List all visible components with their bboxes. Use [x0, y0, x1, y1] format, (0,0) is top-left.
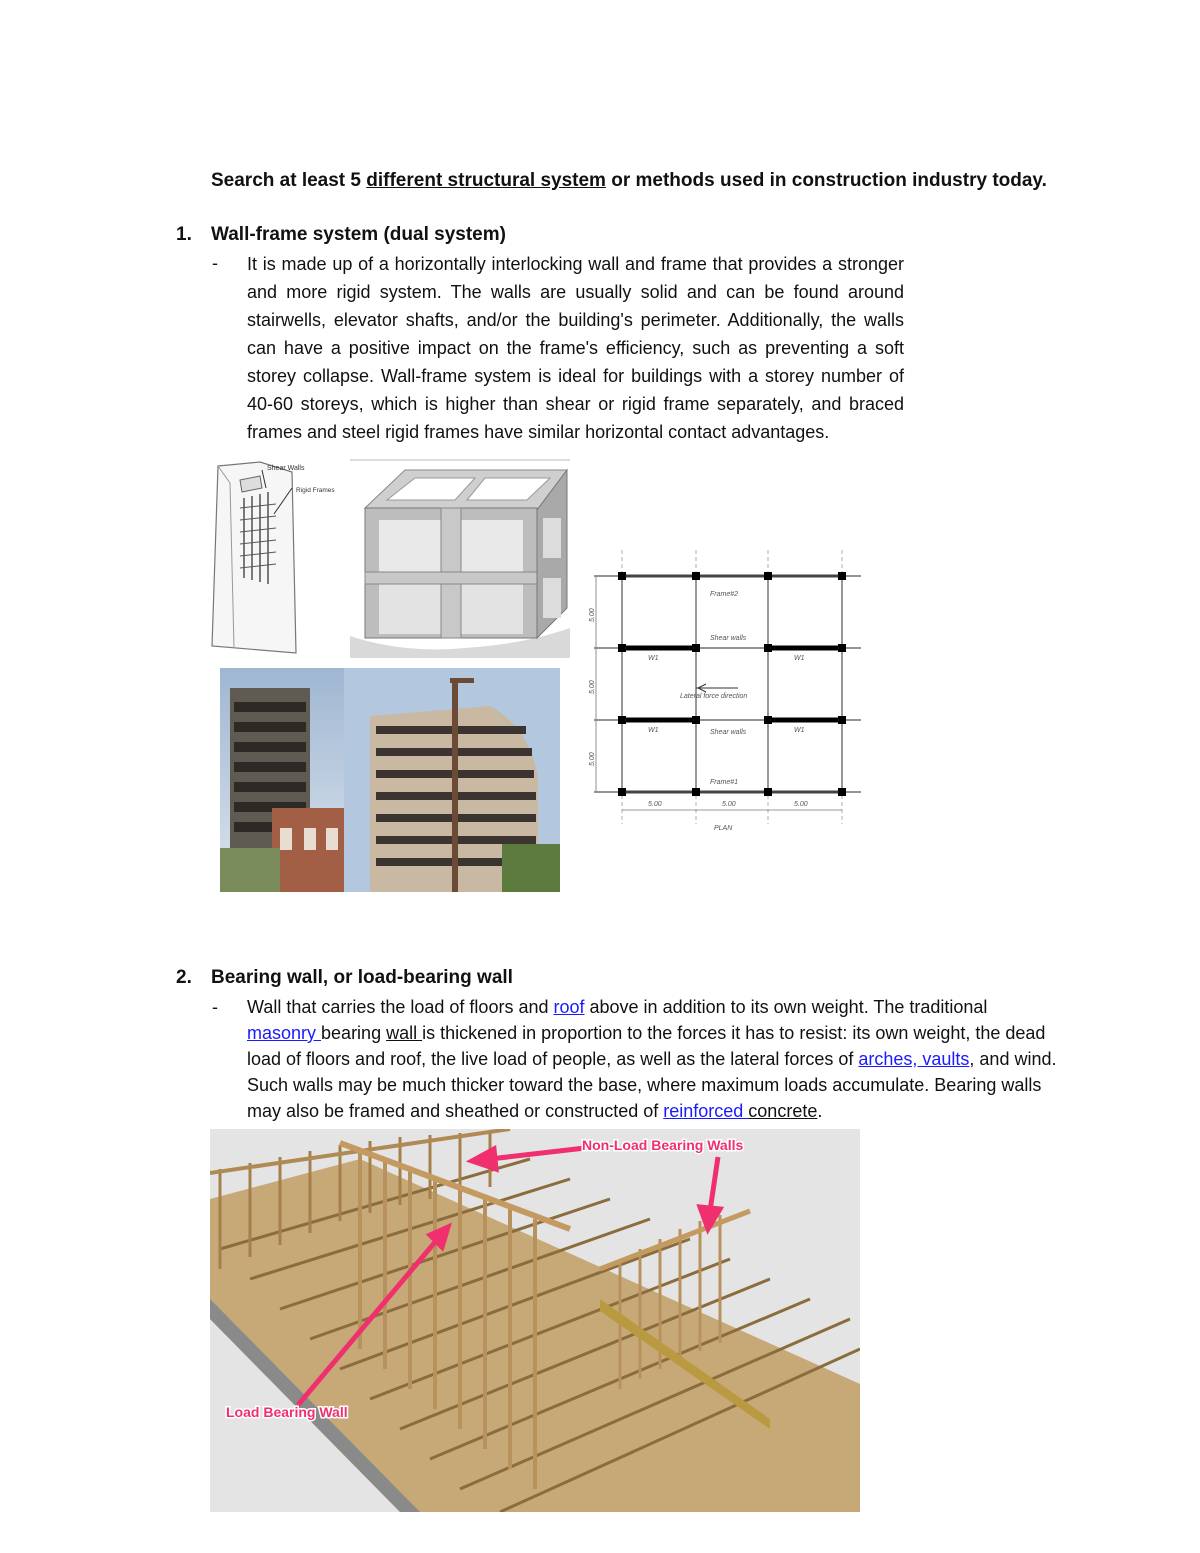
concrete-frame-3d [345, 458, 575, 658]
section2-text-5: , and wind. Such walls may be much thicker toward the base, where maximum loads accumulate. Bearing walls may also be framed and sheathed or constructed of [247, 1049, 1057, 1121]
timber-frame-photo [210, 1129, 860, 1512]
plan-shear-walls-bottom: Shear walls [710, 729, 747, 736]
label-rigid-frames: Rigid Frames [296, 487, 335, 494]
plan-w1-a: W1 [648, 655, 659, 662]
section2-text-1: Wall that carries the load of floors and [247, 997, 554, 1017]
link-arches-vaults[interactable]: arches, vaults [858, 1049, 970, 1069]
prompt-link[interactable]: different structural system [366, 170, 606, 191]
prompt-text-b: or methods used in construction industry today. [605, 170, 1047, 191]
link-wall[interactable]: wall [386, 1023, 423, 1043]
shear-wall-sketch [200, 458, 335, 663]
plan-dim-y2: 5.00 [589, 680, 596, 694]
plan-dim-x2: 5.00 [722, 801, 736, 808]
section2-text-7: . [817, 1101, 823, 1121]
link-reinforced[interactable]: reinforced [663, 1101, 749, 1121]
plan-drawing [586, 548, 866, 838]
section1-title: Wall-frame system (dual system) [211, 224, 506, 245]
plan-dim-y1: 5.00 [589, 608, 596, 622]
plan-w1-b: W1 [794, 655, 805, 662]
label-non-load-bearing: Non-Load Bearing Walls [582, 1137, 744, 1153]
section2-text-6: concrete [748, 1101, 818, 1121]
label-load-bearing: Load Bearing Wall [226, 1404, 348, 1420]
section1-bullet: - [212, 253, 218, 273]
section2-title: Bearing wall, or load-bearing wall [211, 967, 513, 988]
plan-title: PLAN [714, 825, 733, 832]
section1-number: 1. [176, 224, 192, 245]
building-photos [220, 668, 560, 892]
plan-shear-walls-top: Shear walls [710, 635, 747, 642]
section2-text-2: above in addition to its own weight. The traditional [584, 997, 988, 1017]
section2-number: 2. [176, 967, 192, 988]
plan-w1-d: W1 [794, 727, 805, 734]
section2-text-4: is thickened in proportion to the forces it has to resist: its own weight, the dead load of floors and roof, the live load of people, as well as the lateral forces of [247, 1023, 1046, 1069]
plan-dim-x1: 5.00 [648, 801, 662, 808]
plan-dim-x3: 5.00 [794, 801, 808, 808]
prompt-text-a: Search at least 5 [211, 170, 367, 191]
section2-text-3: bearing [321, 1023, 387, 1043]
link-masonry[interactable]: masonry [247, 1023, 322, 1043]
plan-frame2: Frame#2 [710, 591, 739, 598]
section2-bullet: - [212, 997, 218, 1017]
section1-paragraph: It is made up of a horizontally interlocking wall and frame that provides a stronger and more rigid system. The walls are usually solid and can be found around stairwells, elevator shafts, and/or the building's perimeter. Additionally, the walls can have a positive impact on the frame's efficiency, such as preventing a soft storey collapse. Wall-frame system is ideal for buildings with a storey number of 40-60 storeys, which is higher than shear or rigid frame separately, and braced frames and steel rigid frames have similar horizontal contact advantages. [247, 254, 904, 442]
plan-dim-y3: 5.00 [589, 752, 596, 766]
section2-paragraph [247, 994, 1059, 1124]
plan-lateral-force: Lateral force direction [680, 693, 748, 700]
plan-w1-c: W1 [648, 727, 659, 734]
label-shear-walls: Shear Walls [267, 465, 305, 472]
link-roof[interactable]: roof [553, 997, 585, 1017]
assignment-prompt [211, 170, 1047, 192]
plan-frame1: Frame#1 [710, 779, 739, 786]
